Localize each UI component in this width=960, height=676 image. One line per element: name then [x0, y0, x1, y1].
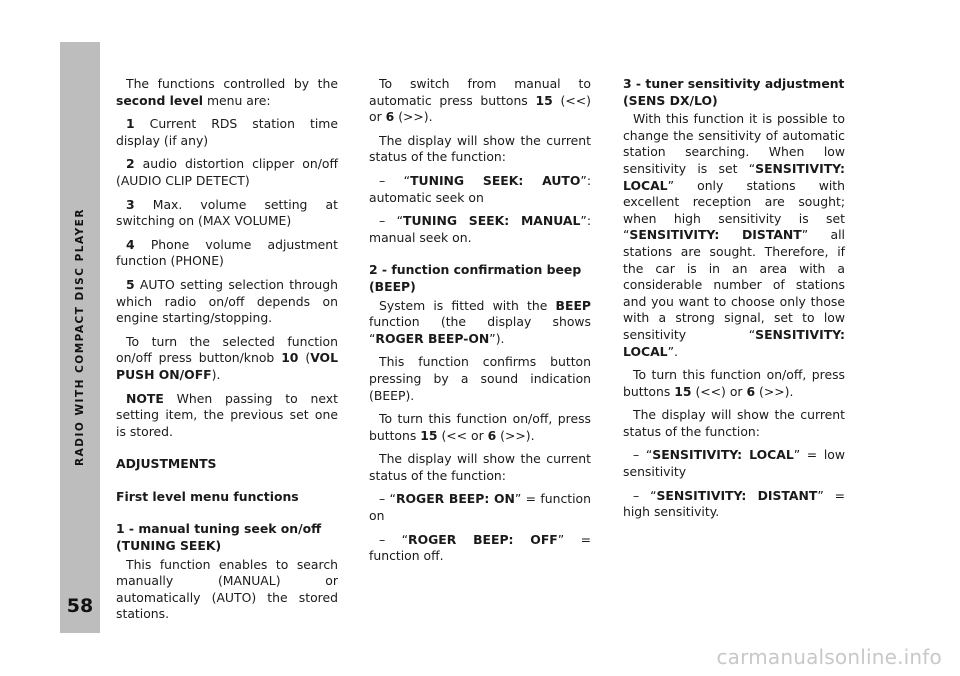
sidebar-band [60, 42, 100, 633]
page-number: 58 [66, 595, 94, 617]
text-column-2 [369, 76, 591, 572]
display-status-paragraph: The display will show the current status of the function: [369, 451, 591, 483]
list-item: 2 audio distortion clipper on/off (AUDIO CLIP DETECT) [116, 156, 338, 188]
list-item: 3 Max. volume setting at switching on (MAX VOLUME) [116, 196, 338, 229]
intro-paragraph: The functions controlled by the second level menu are: [116, 76, 338, 108]
turn-on-off-paragraph: To turn this function on/off, press buttons 15 (<<) or 6 (>>). [623, 367, 845, 399]
status-distant: – “SENSITIVITY: DISTANT” = high sensitivity. [623, 487, 846, 520]
watermark: carmanualsonline.info [716, 645, 942, 669]
status-auto: – “TUNING SEEK: AUTO”: automatic seek on [369, 172, 591, 205]
tuning-description: This function enables to search manually (MANUAL) or automatically (AUTO) the stored stations. [116, 556, 338, 622]
status-beep-on: – “ROGER BEEP: ON” = function on [369, 491, 591, 524]
confirm-paragraph: This function confirms button pressing by a sound indication (BEEP). [369, 354, 591, 403]
switch-paragraph: To switch from manual to automatic press buttons 15 (<<) or 6 (>>). [369, 76, 591, 125]
heading-sensitivity: 3 - tuner sensitivity adjustment (SENS DX/LO) [623, 76, 845, 108]
list-item: 1 Current RDS station time display (if any) [116, 116, 338, 148]
status-manual: – “TUNING SEEK: MANUAL”: manual seek on. [369, 213, 591, 245]
sidebar-title: RADIO WITH COMPACT DISC PLAYER [74, 208, 86, 466]
turn-on-off-paragraph: To turn this function on/off, press buttons 15 (<< or 6 (>>). [369, 411, 591, 443]
sensitivity-paragraph: With this function it is possible to change the sensitivity of automatic station searching. When low sensitivity is set “SENSITIVITY: LOCAL” only stations with excellent reception are sought; when high sensitivity is set “SENSITIVITY: DISTANT” all stations are sought. Therefore, if the car is in an area with a considerable number of stations and you want to choose only those with a strong signal, set to low sensitivity “SENSITIVITY: LOCAL”. [623, 111, 845, 359]
status-local: – “SENSITIVITY: LOCAL” = low sensitivity [623, 447, 845, 480]
turn-on-off-paragraph: To turn the selected function on/off press button/knob 10 (VOL PUSH ON/OFF). [116, 333, 338, 382]
list-item: 5 AUTO setting selection through which radio on/off depends on engine starting/stopping. [116, 276, 338, 326]
text-column-1 [116, 76, 338, 630]
list-item: 4 Phone volume adjustment function (PHONE) [116, 236, 338, 269]
display-status-paragraph: The display will show the current status of the function: [369, 132, 591, 165]
note-paragraph: NOTE When passing to next setting item, the previous set one is stored. [116, 390, 338, 439]
heading-adjustments: ADJUSTMENTS [116, 456, 217, 472]
text-column-3 [623, 76, 845, 528]
beep-paragraph: System is fitted with the BEEP function (the display shows “ROGER BEEP-ON”). [369, 297, 591, 346]
heading-tuning-seek: 1 - manual tuning seek on/off (TUNING SEEK) [116, 521, 322, 554]
heading-beep: 2 - function confirmation beep (BEEP) [369, 262, 582, 294]
heading-first-level: First level menu functions [116, 488, 299, 504]
status-beep-off: – “ROGER BEEP: OFF” = function off. [369, 531, 591, 564]
display-status-paragraph: The display will show the current status of the function: [623, 407, 845, 439]
